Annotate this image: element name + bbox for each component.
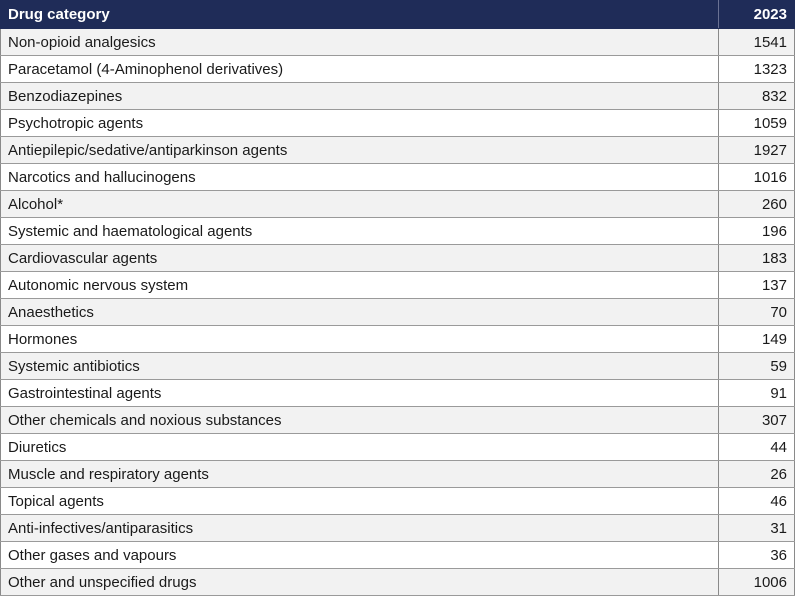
drug-category-cell: Alcohol* <box>1 191 719 218</box>
drug-category-cell: Narcotics and hallucinogens <box>1 164 719 191</box>
drug-category-cell: Non-opioid analgesics <box>1 29 719 56</box>
table-row <box>1 137 795 164</box>
table-row <box>1 56 795 83</box>
table-row <box>1 299 795 326</box>
count-2023-cell: 1323 <box>719 56 795 83</box>
count-2023-cell: 307 <box>719 407 795 434</box>
table-row <box>1 488 795 515</box>
count-2023-cell: 196 <box>719 218 795 245</box>
table-header <box>1 1 795 29</box>
drug-category-cell: Muscle and respiratory agents <box>1 461 719 488</box>
drug-category-cell: Cardiovascular agents <box>1 245 719 272</box>
drug-category-cell: Antiepilepic/sedative/antiparkinson agents <box>1 137 719 164</box>
drug-category-cell: Hormones <box>1 326 719 353</box>
column-header-year: 2023 <box>719 1 795 29</box>
drug-category-cell: Psychotropic agents <box>1 110 719 137</box>
drug-category-cell: Autonomic nervous system <box>1 272 719 299</box>
table-row <box>1 515 795 542</box>
table-row <box>1 380 795 407</box>
count-2023-cell: 149 <box>719 326 795 353</box>
table-row <box>1 461 795 488</box>
column-header-drug-category: Drug category <box>1 1 719 29</box>
count-2023-cell: 31 <box>719 515 795 542</box>
table-row <box>1 83 795 110</box>
table-row <box>1 191 795 218</box>
count-2023-cell: 46 <box>719 488 795 515</box>
drug-category-cell: Systemic and haematological agents <box>1 218 719 245</box>
drug-category-cell: Other and unspecified drugs <box>1 569 719 596</box>
table-row <box>1 218 795 245</box>
count-2023-cell: 183 <box>719 245 795 272</box>
count-2023-cell: 1059 <box>719 110 795 137</box>
count-2023-cell: 59 <box>719 353 795 380</box>
table-row <box>1 245 795 272</box>
table-row <box>1 542 795 569</box>
table-row <box>1 434 795 461</box>
table-row <box>1 407 795 434</box>
table-row <box>1 272 795 299</box>
drug-category-cell: Anti-infectives/antiparasitics <box>1 515 719 542</box>
drug-category-cell: Gastrointestinal agents <box>1 380 719 407</box>
count-2023-cell: 1016 <box>719 164 795 191</box>
table-body <box>1 29 795 596</box>
count-2023-cell: 1927 <box>719 137 795 164</box>
header-row <box>1 1 795 29</box>
table-row <box>1 110 795 137</box>
count-2023-cell: 26 <box>719 461 795 488</box>
table-row <box>1 326 795 353</box>
table-row <box>1 29 795 56</box>
table-row <box>1 569 795 596</box>
drug-category-cell: Other chemicals and noxious substances <box>1 407 719 434</box>
count-2023-cell: 832 <box>719 83 795 110</box>
table-row <box>1 164 795 191</box>
count-2023-cell: 36 <box>719 542 795 569</box>
table-row <box>1 353 795 380</box>
count-2023-cell: 91 <box>719 380 795 407</box>
count-2023-cell: 137 <box>719 272 795 299</box>
drug-category-cell: Diuretics <box>1 434 719 461</box>
drug-category-cell: Other gases and vapours <box>1 542 719 569</box>
count-2023-cell: 1006 <box>719 569 795 596</box>
drug-category-cell: Anaesthetics <box>1 299 719 326</box>
count-2023-cell: 1541 <box>719 29 795 56</box>
drug-category-cell: Topical agents <box>1 488 719 515</box>
count-2023-cell: 70 <box>719 299 795 326</box>
drug-category-cell: Systemic antibiotics <box>1 353 719 380</box>
drug-category-cell: Benzodiazepines <box>1 83 719 110</box>
drug-category-cell: Paracetamol (4-Aminophenol derivatives) <box>1 56 719 83</box>
count-2023-cell: 260 <box>719 191 795 218</box>
count-2023-cell: 44 <box>719 434 795 461</box>
